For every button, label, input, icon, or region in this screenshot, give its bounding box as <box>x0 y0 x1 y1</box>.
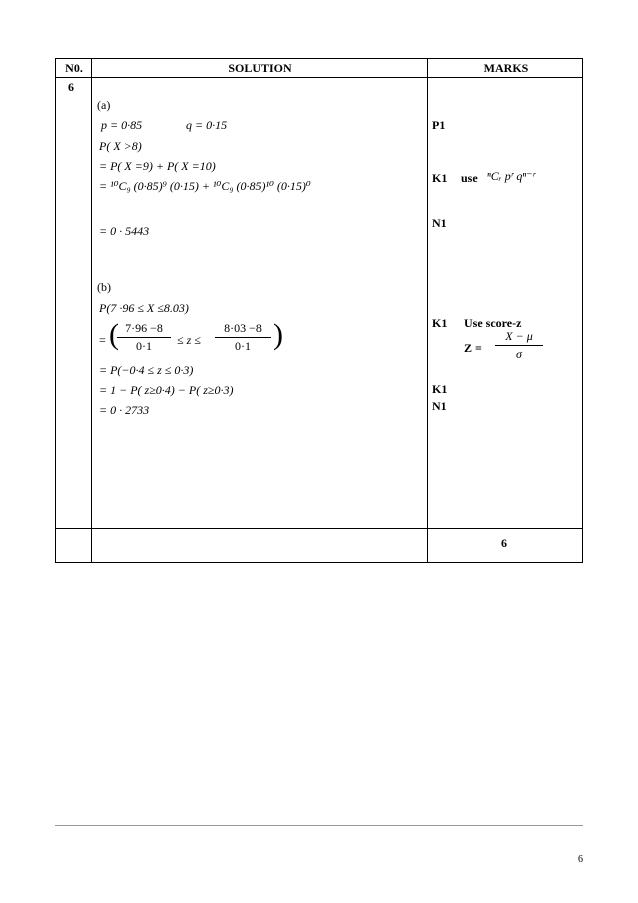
mark-k1-b-text: Use score-z <box>464 316 522 330</box>
footer-divider <box>55 825 583 826</box>
part-b-result: = 0 · 2733 <box>99 403 150 417</box>
mark-p1: P1 <box>432 118 446 132</box>
part-a-q: q = 0·15 <box>186 118 228 132</box>
fraction-bar <box>495 345 543 346</box>
fraction-upper-numerator: 8·03 −8 <box>224 321 262 335</box>
fraction-lower-numerator: 7·96 −8 <box>125 321 163 335</box>
paren-open: ( <box>109 318 119 351</box>
column-divider-1 <box>91 58 92 563</box>
mark-n1-a: N1 <box>432 216 447 230</box>
part-a-label: (a) <box>97 98 111 112</box>
border-left <box>55 58 56 563</box>
part-a-p: p = 0·85 <box>101 118 143 132</box>
question-number: 6 <box>68 80 74 94</box>
fraction-lower <box>117 321 171 354</box>
part-a-line3: = P( X =9) + P( X =10) <box>99 159 216 173</box>
part-a-line4: = ¹⁰C₉ (0·85)⁹ (0·15) + ¹⁰C₉ (0·85)¹⁰ (0·15)⁰ <box>99 179 311 193</box>
total-row-top <box>55 528 583 529</box>
table-bottom <box>55 562 583 563</box>
border-right <box>582 58 583 563</box>
z-score-denominator: σ <box>516 347 522 361</box>
part-b-label: (b) <box>97 280 111 294</box>
part-b-line1: P(7 ·96 ≤ X ≤8.03) <box>99 301 189 315</box>
mark-k1-c: K1 <box>432 382 448 396</box>
part-a-line2: P( X >8) <box>99 139 142 153</box>
marking-scheme-table <box>55 58 583 563</box>
mark-k1-a: K1 <box>432 171 448 185</box>
fraction-bar <box>215 337 271 338</box>
mark-k1-a-text: use <box>461 171 478 185</box>
z-score-label: Z = <box>464 341 482 355</box>
mark-k1-b: K1 <box>432 316 448 330</box>
header-no: N0. <box>65 61 83 75</box>
page-number: 6 <box>578 854 583 865</box>
part-b-line3: = P(−0·4 ≤ z ≤ 0·3) <box>99 363 194 377</box>
part-b-line4: = 1 − P( z≥0·4) − P( z≥0·3) <box>99 383 234 397</box>
fraction-bar <box>117 337 171 338</box>
z-score-numerator: X − μ <box>505 329 533 343</box>
fraction-upper <box>215 321 271 354</box>
header-marks: MARKS <box>483 61 529 75</box>
mark-n1-b: N1 <box>432 399 447 413</box>
part-b-equals: = <box>99 333 106 347</box>
paren-close: ) <box>273 318 283 351</box>
fraction-lower-denominator: 0·1 <box>136 339 152 353</box>
part-a-result: = 0 · 5443 <box>99 224 150 238</box>
inequality-mid: ≤ z ≤ <box>177 333 201 347</box>
header-solution: SOLUTION <box>228 61 292 75</box>
table-header <box>55 58 583 78</box>
total-marks: 6 <box>501 536 507 550</box>
z-score-fraction <box>495 329 543 362</box>
binomial-formula: ⁿCᵣ pʳ qⁿ⁻ʳ <box>487 169 536 183</box>
fraction-upper-denominator: 0·1 <box>235 339 251 353</box>
column-divider-2 <box>427 58 428 563</box>
